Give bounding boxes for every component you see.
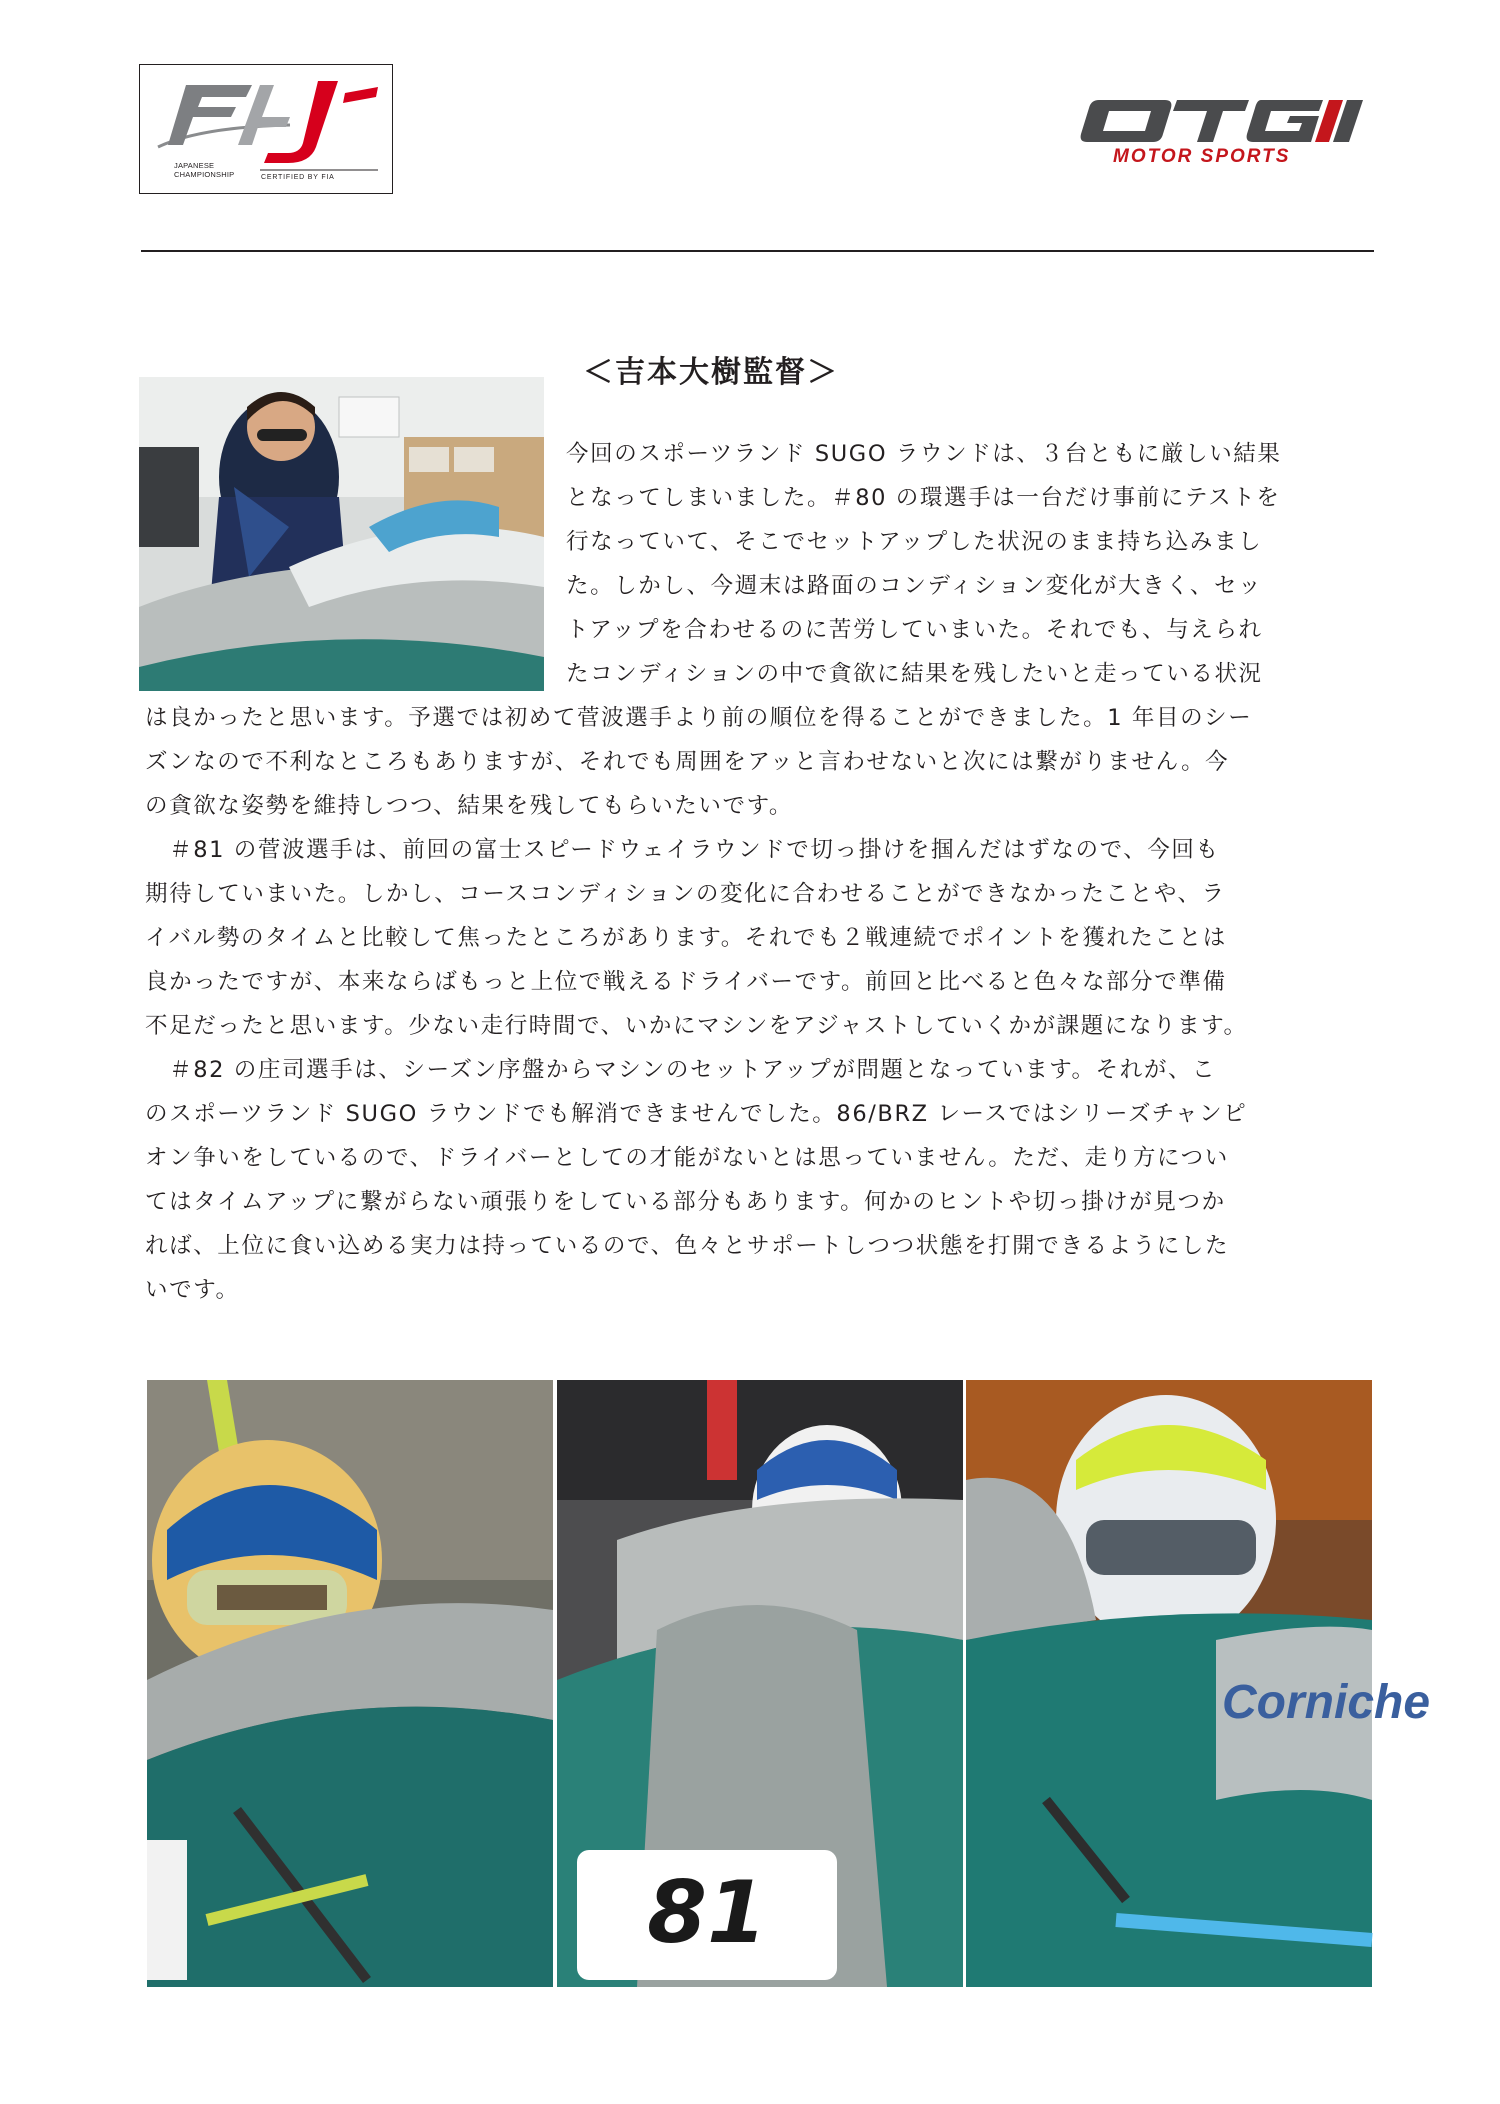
otg-motorsports-logo (1073, 94, 1373, 174)
article-line: ズンなので不利なところもありますが、それでも周囲をアッと言わせないと次には繋がりません。今 (145, 749, 1230, 775)
article-line: の貪欲な姿勢を維持しつつ、結果を残してもらいたいです。 (145, 793, 794, 819)
article-line: たコンディションの中で貪欲に結果を残したいと走っている状況 (566, 661, 1263, 687)
header-divider (141, 250, 1374, 252)
article-line: た。しかし、今週末は路面のコンディション変化が大きく、セッ (566, 573, 1263, 599)
article-line: オン争いをしているので、ドライバーとしての才能がないとは思っていません。ただ、走り方につい (145, 1145, 1229, 1171)
sidepod-sponsor-text: Corniche (1222, 1676, 1431, 1729)
driver-photo-center (557, 1380, 963, 1987)
director-photo (139, 377, 544, 691)
article-line: のスポーツランド SUGO ラウンドでも解消できませんでした。86/BRZ レースではシリーズチャンピ (145, 1101, 1248, 1127)
section-heading: ＜吉本大樹監督＞ (583, 355, 839, 390)
article-line: ＃82 の庄司選手は、シーズン序盤からマシンのセットアップが問題となっています。それが、こ (145, 1057, 1217, 1083)
article-line: れば、上位に食い込める実力は持っているので、色々とサポートしつつ状態を打開できるようにした (145, 1233, 1230, 1259)
article-line: 不足だったと思います。少ない走行時間で、いかにマシンをアジャストしていくかが課題になります。 (145, 1013, 1248, 1039)
article-line: いです。 (145, 1277, 240, 1303)
article-line: は良かったと思います。予選では初めて菅波選手より前の順位を得ることができました。1 年目のシー (145, 705, 1253, 731)
article-line: 今回のスポーツランド SUGO ラウンドは、３台ともに厳しい結果 (566, 441, 1282, 467)
article-line: 期待していまいた。しかし、コースコンディションの変化に合わせることができなかったことや、ラ (145, 881, 1226, 907)
otg-logo-subtitle: MOTOR SPORTS (1113, 146, 1291, 167)
driver-photo-left (147, 1380, 553, 1987)
article-line: ＃81 の菅波選手は、前回の富士スピードウェイラウンドで切っ掛けを掴んだはずなので、今回も (145, 837, 1220, 863)
article-line: イバル勢のタイムと比較して焦ったところがあります。それでも２戦連続でポイントを獲れたことは (145, 925, 1227, 951)
f4-logo-subtitle-right: CERTIFIED BY FIA (261, 174, 335, 181)
article-line: となってしまいました。＃80 の環選手は一台だけ事前にテストを (566, 485, 1281, 511)
car-number: 81 (647, 1863, 767, 1963)
article-line: トアップを合わせるのに苦労していまいた。それでも、与えられ (566, 617, 1263, 643)
f4-logo-subtitle-left: JAPANESE CHAMPIONSHIP (174, 161, 235, 179)
article-line: 行なっていて、そこでセットアップした状況のまま持ち込みまし (566, 529, 1263, 555)
f4-championship-logo (139, 64, 393, 194)
article-line: てはタイムアップに繋がらない頑張りをしている部分もあります。何かのヒントや切っ掛けが見つか (145, 1189, 1226, 1215)
article-line: 良かったですが、本来ならばもっと上位で戦えるドライバーです。前回と比べると色々な部分で準備 (145, 969, 1227, 995)
driver-photo-right (966, 1380, 1431, 1987)
otg-logo-mark (1073, 94, 1373, 149)
